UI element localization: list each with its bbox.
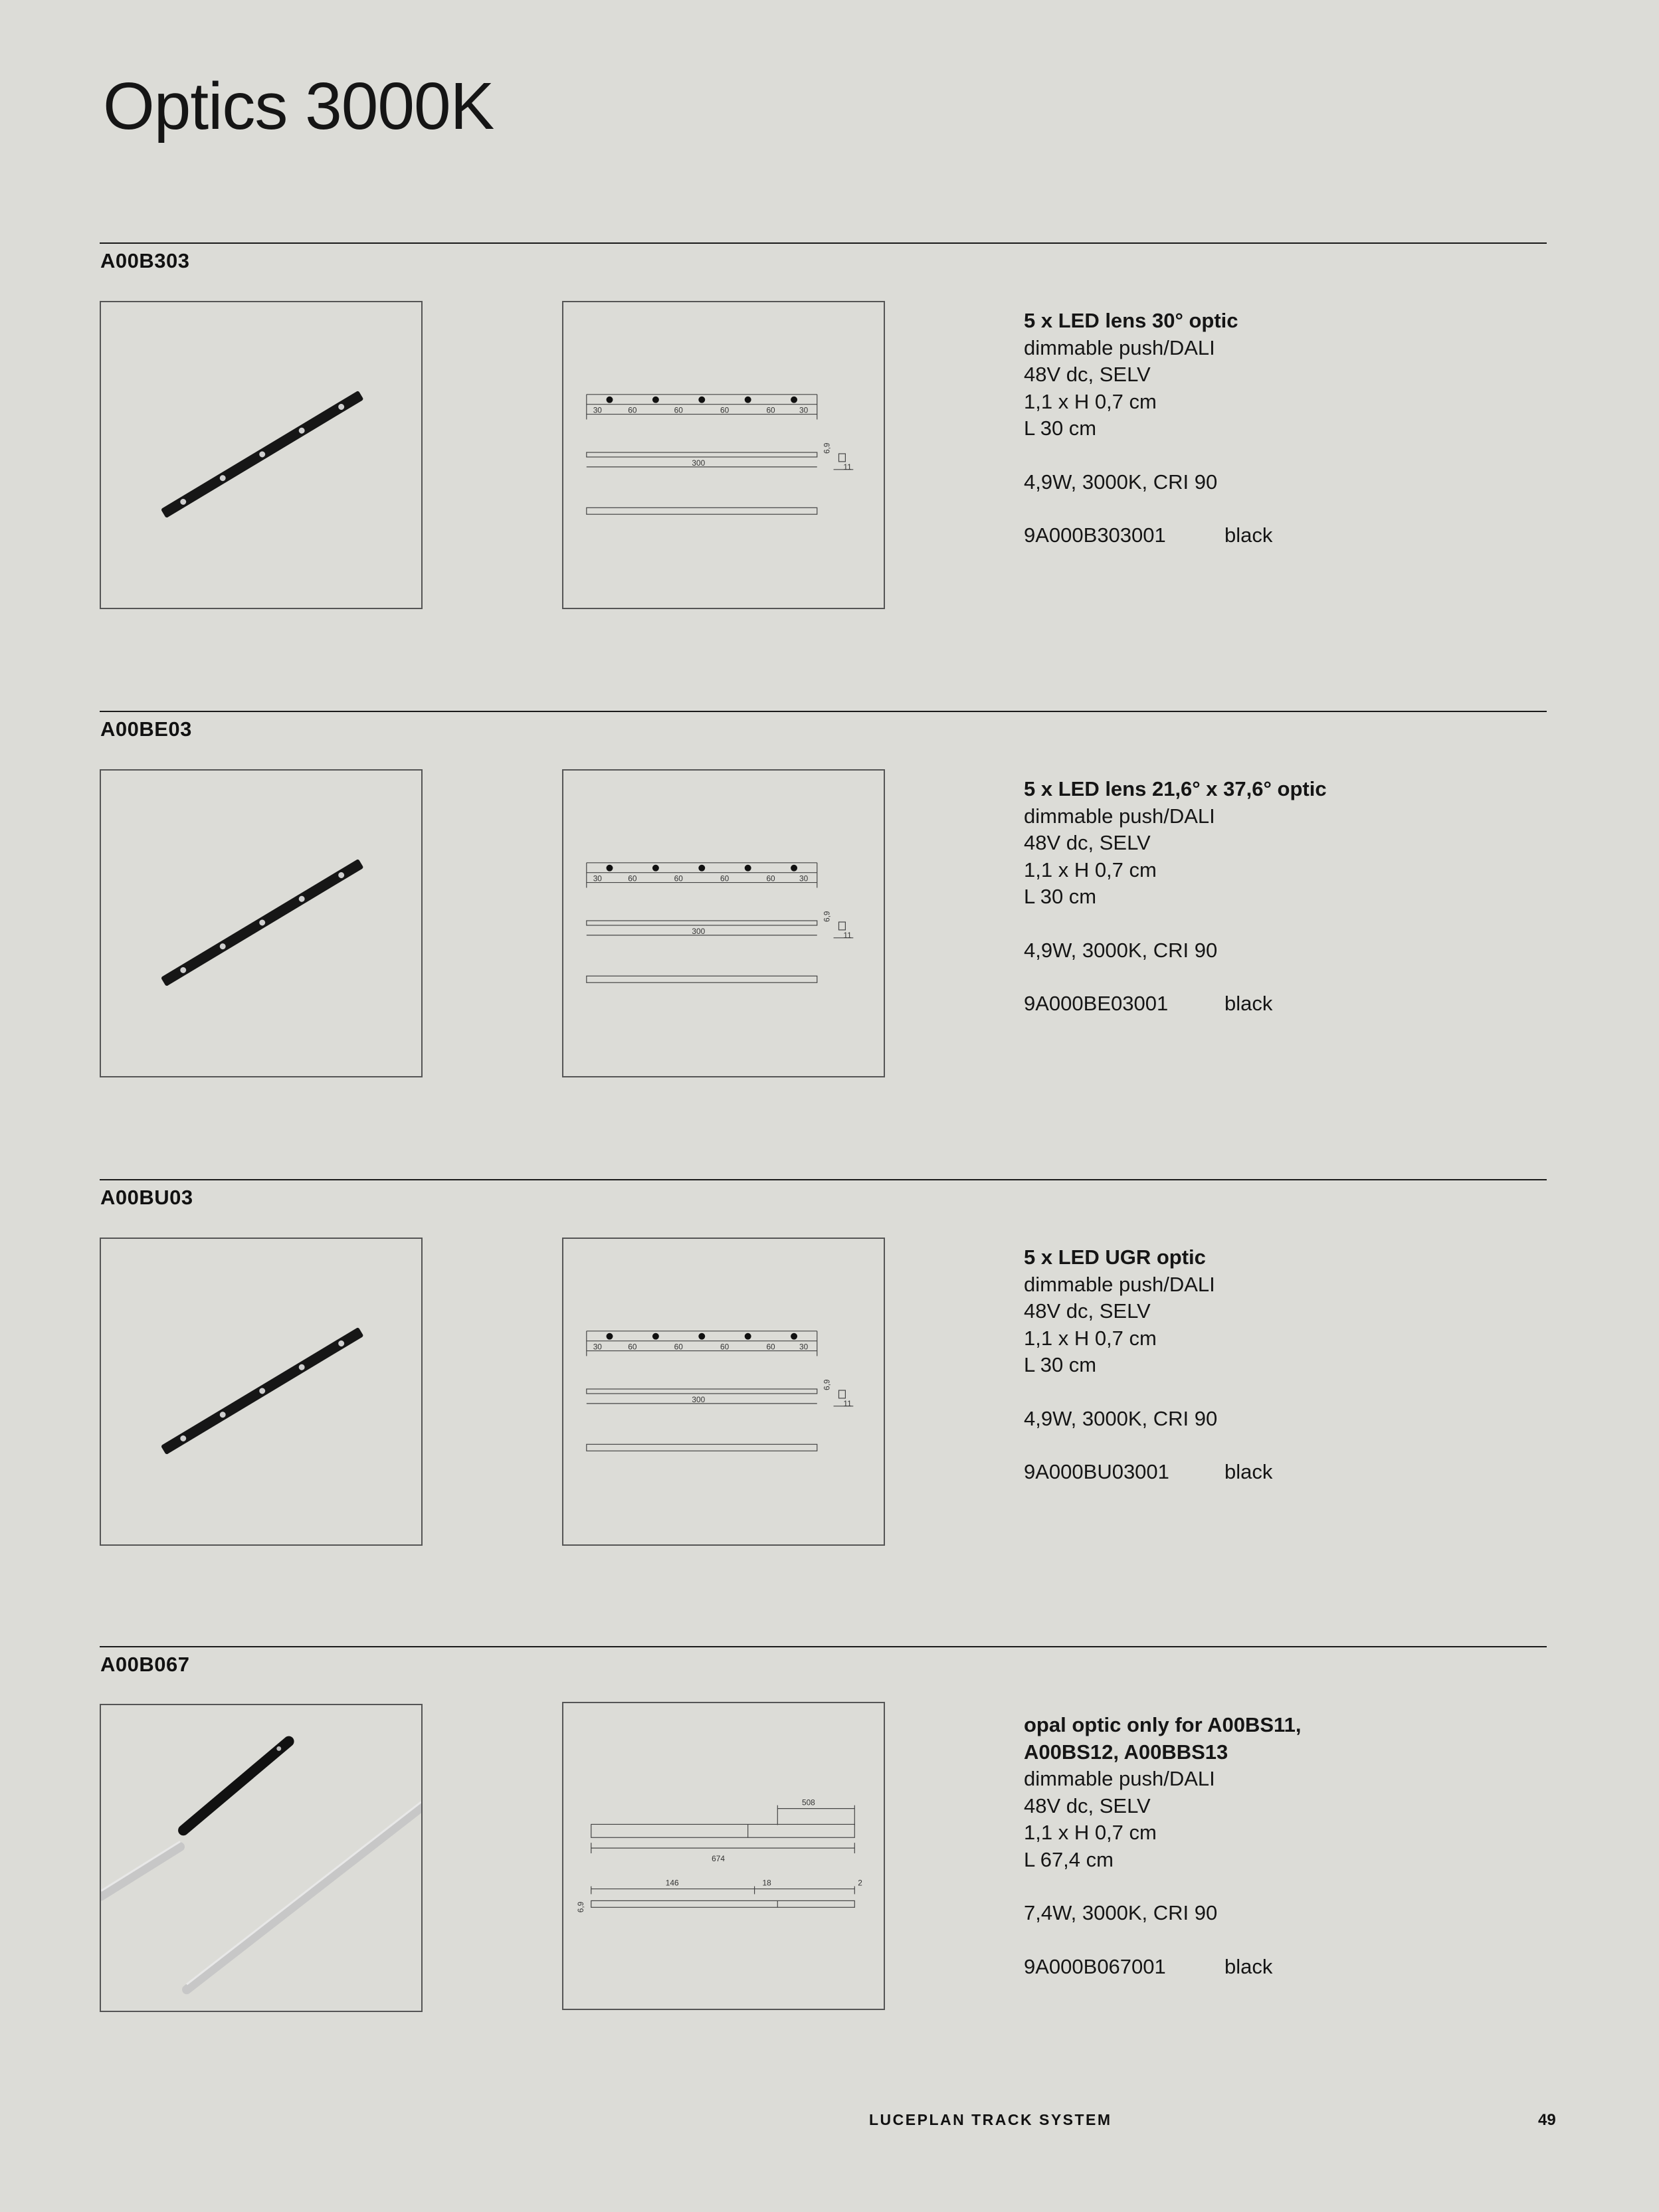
spec-size: 1,1 x H 0,7 cm — [1024, 1326, 1157, 1350]
product-specs — [1024, 1712, 1529, 1980]
spec-dimming: dimmable push/DALI — [1024, 1272, 1215, 1296]
technical-drawing — [562, 1702, 885, 2010]
svg-text:60: 60 — [720, 1342, 730, 1352]
spec-dimming: dimmable push/DALI — [1024, 1767, 1215, 1790]
svg-text:6,9: 6,9 — [575, 1901, 585, 1913]
page-number: 49 — [1538, 2111, 1556, 2129]
product-a00bu03 — [100, 1179, 1547, 1617]
svg-text:300: 300 — [692, 458, 706, 468]
svg-text:30: 30 — [593, 405, 602, 415]
dimension-drawing — [563, 1703, 884, 2009]
svg-text:11: 11 — [843, 462, 852, 472]
article-number: 9A000B303001 — [1024, 523, 1166, 547]
product-a00b303 — [100, 242, 1547, 681]
svg-text:30: 30 — [593, 1342, 602, 1352]
svg-text:60: 60 — [628, 405, 637, 415]
article-number: 9A000BE03001 — [1024, 992, 1169, 1015]
finish-color: black — [1224, 1460, 1273, 1483]
spec-size: 1,1 x H 0,7 cm — [1024, 858, 1157, 881]
dimension-drawing — [563, 1239, 884, 1544]
led-track-module-image — [101, 302, 421, 608]
spec-voltage: 48V dc, SELV — [1024, 363, 1151, 386]
dimension-drawing — [563, 771, 884, 1076]
svg-text:146: 146 — [665, 1878, 679, 1888]
led-track-module-image — [101, 1239, 421, 1544]
svg-text:30: 30 — [799, 1342, 809, 1352]
finish-color: black — [1224, 992, 1273, 1015]
technical-drawing — [562, 1238, 885, 1546]
svg-text:300: 300 — [692, 926, 706, 936]
product-title: 5 x LED lens 30° optic — [1024, 309, 1238, 332]
spec-size: 1,1 x H 0,7 cm — [1024, 389, 1157, 413]
article-number: 9A000B067001 — [1024, 1954, 1166, 1978]
page-title: Optics 3000K — [103, 69, 494, 143]
spec-voltage: 48V dc, SELV — [1024, 1794, 1151, 1817]
svg-text:60: 60 — [766, 405, 775, 415]
svg-text:11: 11 — [843, 1398, 852, 1408]
product-photo — [100, 769, 423, 1077]
order-row — [1024, 522, 1529, 549]
product-code: A00BE03 — [100, 717, 192, 741]
footer-brand: LUCEPLAN TRACK SYSTEM — [869, 2111, 1112, 2128]
led-track-module-image — [101, 771, 421, 1076]
spec-length: L 30 cm — [1024, 1353, 1097, 1376]
svg-text:2: 2 — [858, 1878, 862, 1888]
svg-text:18: 18 — [762, 1878, 771, 1888]
spec-length: L 30 cm — [1024, 885, 1097, 908]
technical-drawing — [562, 769, 885, 1077]
product-title-line-1: opal optic only for A00BS11, — [1024, 1713, 1302, 1736]
svg-text:30: 30 — [799, 405, 809, 415]
svg-text:60: 60 — [720, 405, 730, 415]
finish-color: black — [1224, 1954, 1273, 1978]
finish-color: black — [1224, 523, 1273, 547]
spec-length: L 67,4 cm — [1024, 1847, 1114, 1871]
svg-text:60: 60 — [674, 1342, 683, 1352]
order-row — [1024, 1954, 1529, 1981]
order-row — [1024, 990, 1529, 1018]
product-specs — [1024, 776, 1529, 1018]
svg-text:60: 60 — [766, 1342, 775, 1352]
svg-text:300: 300 — [692, 1394, 706, 1404]
dimension-drawing — [563, 302, 884, 608]
product-title: 5 x LED lens 21,6° x 37,6° optic — [1024, 777, 1327, 800]
spec-voltage: 48V dc, SELV — [1024, 831, 1151, 854]
spec-length: L 30 cm — [1024, 416, 1097, 440]
product-specs — [1024, 1244, 1529, 1486]
svg-text:30: 30 — [799, 874, 809, 883]
spec-power: 4,9W, 3000K, CRI 90 — [1024, 1406, 1218, 1430]
spec-power: 7,4W, 3000K, CRI 90 — [1024, 1901, 1218, 1924]
opal-optic-image — [101, 1705, 421, 2011]
spec-dimming: dimmable push/DALI — [1024, 335, 1215, 359]
product-code: A00B067 — [100, 1653, 190, 1676]
section-divider — [100, 1179, 1547, 1180]
product-code: A00BU03 — [100, 1186, 193, 1209]
product-a00be03 — [100, 711, 1547, 1149]
section-divider — [100, 711, 1547, 712]
spec-size: 1,1 x H 0,7 cm — [1024, 1821, 1157, 1844]
product-code: A00B303 — [100, 249, 190, 272]
product-photo — [100, 1704, 423, 2012]
article-number: 9A000BU03001 — [1024, 1460, 1169, 1483]
section-divider — [100, 1646, 1547, 1647]
product-specs — [1024, 308, 1529, 549]
spec-dimming: dimmable push/DALI — [1024, 804, 1215, 828]
section-divider — [100, 242, 1547, 244]
svg-text:6,9: 6,9 — [822, 442, 832, 454]
svg-text:60: 60 — [628, 874, 637, 883]
svg-text:60: 60 — [674, 405, 683, 415]
product-title-line-2: A00BS12, A00BBS13 — [1024, 1740, 1228, 1764]
technical-drawing — [562, 301, 885, 609]
svg-text:674: 674 — [712, 1853, 725, 1863]
svg-text:30: 30 — [593, 874, 602, 883]
svg-text:6,9: 6,9 — [822, 911, 832, 923]
svg-text:60: 60 — [720, 874, 730, 883]
spec-voltage: 48V dc, SELV — [1024, 1299, 1151, 1323]
product-photo — [100, 1238, 423, 1546]
spec-power: 4,9W, 3000K, CRI 90 — [1024, 938, 1218, 962]
product-photo — [100, 301, 423, 609]
product-title: 5 x LED UGR optic — [1024, 1245, 1206, 1269]
svg-text:6,9: 6,9 — [822, 1379, 832, 1391]
svg-text:508: 508 — [801, 1797, 815, 1807]
svg-text:60: 60 — [628, 1342, 637, 1352]
order-row — [1024, 1459, 1529, 1486]
svg-text:60: 60 — [766, 874, 775, 883]
svg-text:60: 60 — [674, 874, 683, 883]
svg-text:11: 11 — [843, 930, 852, 940]
spec-power: 4,9W, 3000K, CRI 90 — [1024, 470, 1218, 494]
product-a00b067 — [100, 1646, 1547, 2084]
